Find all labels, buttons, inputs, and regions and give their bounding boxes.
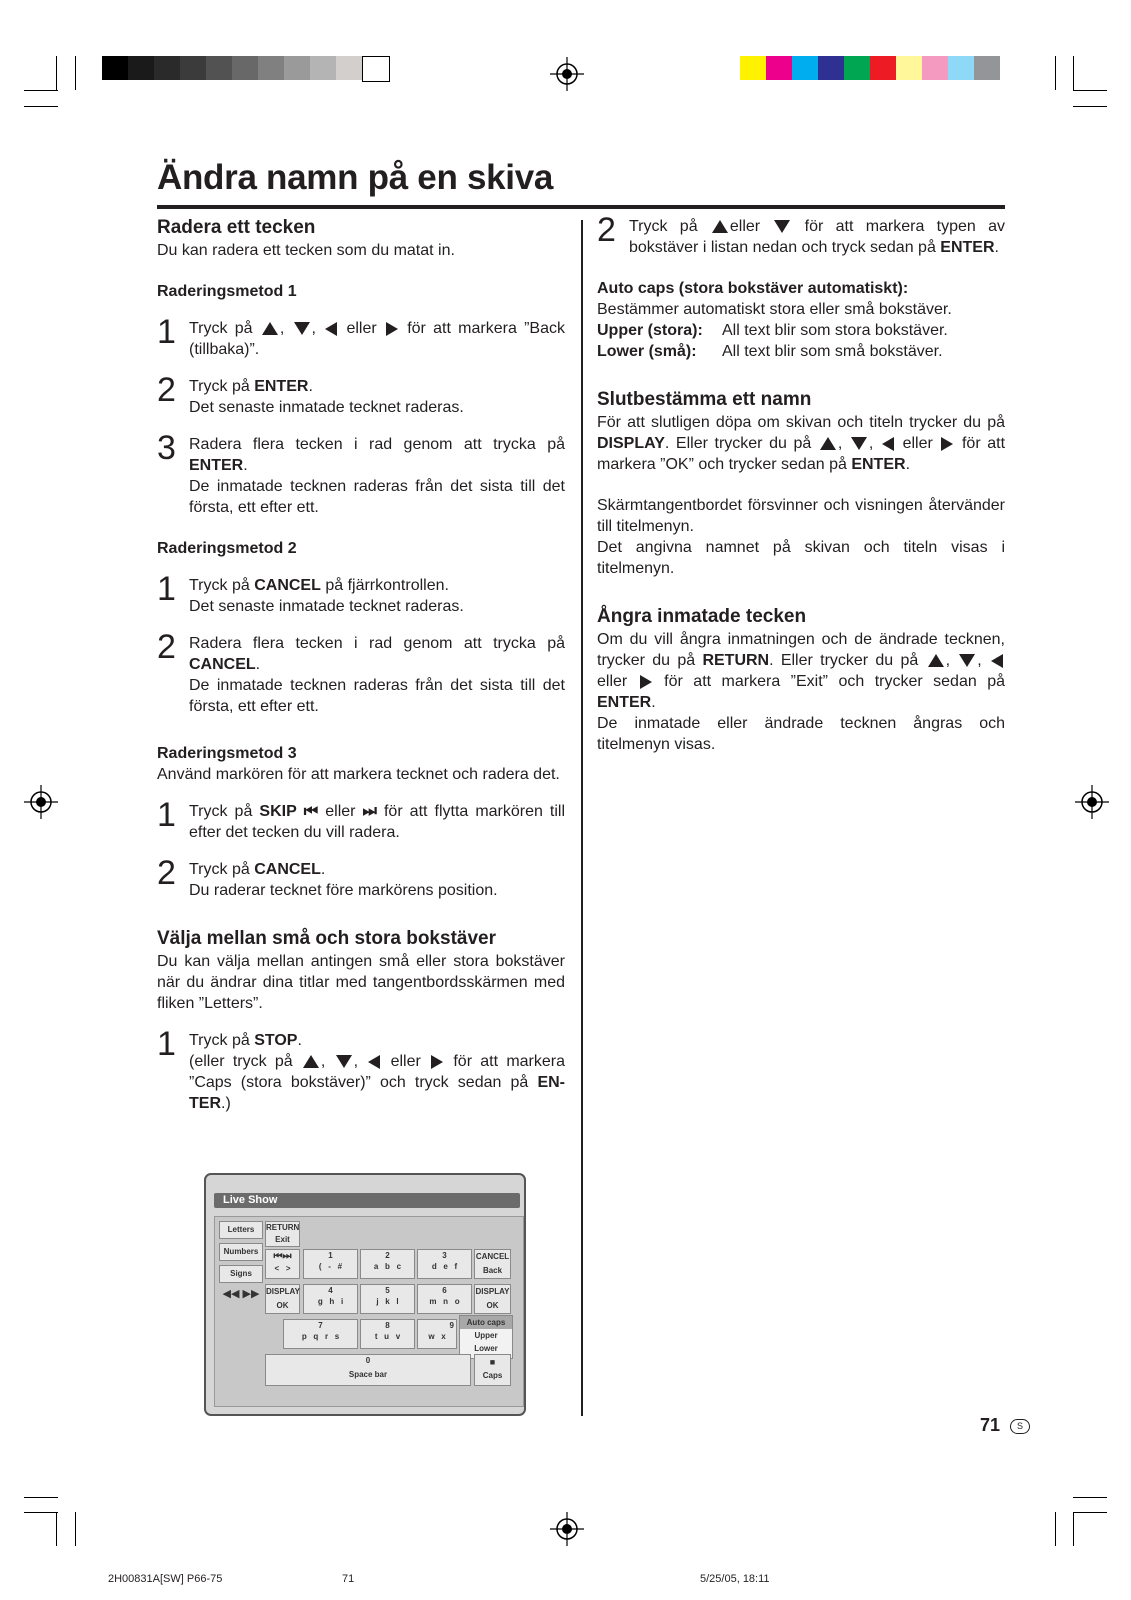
down-arrow-icon bbox=[774, 220, 790, 233]
tab-numbers[interactable]: Numbers bbox=[219, 1243, 263, 1261]
crop-mark bbox=[1073, 1497, 1107, 1498]
calibration-swatch bbox=[896, 56, 922, 80]
section-heading: Radera ett tecken bbox=[157, 217, 316, 238]
tab-letters[interactable]: Letters bbox=[219, 1221, 263, 1239]
key-group-6[interactable]: 6 m n o bbox=[417, 1284, 472, 1314]
crop-mark bbox=[1073, 90, 1107, 91]
step-number: 1 bbox=[157, 796, 176, 834]
key-group-1[interactable]: 1 ( - # bbox=[303, 1249, 358, 1279]
calibration-swatch bbox=[258, 56, 284, 80]
crop-mark bbox=[75, 56, 76, 90]
method-heading: Raderingsmetod 1 bbox=[157, 283, 297, 300]
step: 1 Tryck på SKIP ⏮ eller ⏭ för att flytta markören till efter det tecken du vill radera. bbox=[157, 796, 566, 841]
step-number: 2 bbox=[157, 371, 176, 409]
step: 2 Tryck på CANCEL. Du raderar tecknet före markörens position. bbox=[157, 854, 498, 899]
calibration-swatch bbox=[102, 56, 128, 80]
key-group-3[interactable]: 3 d e f bbox=[417, 1249, 472, 1279]
section-heading: Ångra inmatade tecken bbox=[597, 606, 807, 627]
crop-mark bbox=[1073, 1512, 1107, 1513]
footer-date: 5/25/05, 18:11 bbox=[700, 1573, 770, 1585]
step-number: 1 bbox=[157, 570, 176, 608]
method-heading: Raderingsmetod 2 bbox=[157, 540, 297, 557]
step: 1 Tryck på STOP. (eller tryck på , , eller för att markera ”Caps (stora bokstäver)” och tryck sedan på EN-TER.) bbox=[157, 1025, 566, 1112]
crop-mark bbox=[1073, 1512, 1074, 1546]
keyboard-panel bbox=[214, 1216, 524, 1407]
step-number: 2 bbox=[157, 854, 176, 892]
left-arrow-icon bbox=[991, 654, 1003, 668]
column-divider bbox=[581, 220, 583, 1416]
ok-key[interactable]: DISPLAY OK bbox=[265, 1284, 300, 1314]
crop-mark bbox=[1073, 106, 1107, 107]
key-group-8[interactable]: 8 t u v bbox=[360, 1319, 415, 1349]
left-arrow-icon bbox=[882, 437, 894, 451]
step: 1 Tryck på CANCEL på fjärrkontrollen. Det senaste inmatade tecknet raderas. bbox=[157, 570, 464, 615]
page-nav-icon[interactable]: ◀◀ ▶▶ bbox=[222, 1288, 260, 1300]
registration-mark-icon bbox=[1075, 785, 1109, 819]
crop-mark bbox=[24, 90, 58, 91]
page-number: 71 bbox=[980, 1415, 1001, 1435]
step: 2 Radera flera tecken i rad genom att trycka på CANCEL. De inmatade tecknen raderas från det sista till det första, ett efter ett. bbox=[157, 628, 565, 715]
page-title: Ändra namn på en skiva bbox=[157, 158, 554, 197]
space-bar-key[interactable]: 0 Space bar bbox=[265, 1354, 471, 1386]
right-arrow-icon bbox=[386, 322, 398, 336]
skip-forward-icon: ⏭ bbox=[362, 803, 377, 820]
key-group-4[interactable]: 4 g h i bbox=[303, 1284, 358, 1314]
method-heading: Raderingsmetod 3 bbox=[157, 745, 297, 762]
key-group-9[interactable]: 9 w x bbox=[417, 1319, 457, 1349]
back-key[interactable]: CANCEL Back bbox=[474, 1249, 511, 1279]
up-arrow-icon bbox=[262, 322, 278, 335]
step: 2 Tryck på ENTER. Det senaste inmatade tecknet raderas. bbox=[157, 371, 464, 416]
crop-mark bbox=[1073, 56, 1074, 90]
calibration-swatch bbox=[948, 56, 974, 80]
step-number: 1 bbox=[157, 313, 176, 351]
stop-icon: ■ bbox=[489, 1357, 496, 1367]
key-group-5[interactable]: 5 j k l bbox=[360, 1284, 415, 1314]
step-number: 2 bbox=[157, 628, 176, 666]
skip-back-icon: ⏮ bbox=[303, 803, 319, 820]
registration-mark-icon bbox=[550, 1512, 584, 1546]
section-intro: Du kan radera ett tecken som du matat in. bbox=[157, 242, 455, 259]
down-arrow-icon bbox=[336, 1055, 352, 1068]
keyboard-screen bbox=[204, 1173, 526, 1416]
calibration-swatch bbox=[844, 56, 870, 80]
section-body: För att slutligen döpa om skivan och titeln trycker du på DISPLAY. Eller trycker du på , , eller för att markera ”OK” och trycker sedan på ENTER. bbox=[597, 414, 1006, 473]
key-group-2[interactable]: 2 a b c bbox=[360, 1249, 415, 1279]
auto-caps-option[interactable]: Auto caps bbox=[460, 1316, 512, 1329]
up-arrow-icon bbox=[712, 220, 728, 233]
registration-mark-icon bbox=[550, 57, 584, 91]
down-arrow-icon bbox=[959, 654, 975, 667]
crop-mark bbox=[24, 1497, 58, 1498]
step: 3 Radera flera tecken i rad genom att trycka på ENTER. De inmatade tecknen raderas från det sista till det första, ett efter ett. bbox=[157, 429, 565, 516]
caps-key[interactable]: ■ Caps bbox=[474, 1354, 511, 1386]
calibration-swatch bbox=[922, 56, 948, 80]
crop-mark bbox=[56, 56, 57, 90]
crop-mark bbox=[24, 1512, 58, 1513]
ok-key-right[interactable]: DISPLAY OK bbox=[474, 1284, 511, 1314]
registration-mark-icon bbox=[24, 785, 58, 819]
up-arrow-icon bbox=[928, 654, 944, 667]
key-group-7[interactable]: 7 p q r s bbox=[283, 1319, 358, 1349]
calibration-swatch bbox=[362, 56, 390, 82]
caps-menu[interactable] bbox=[459, 1315, 513, 1359]
upper-option[interactable]: Upper bbox=[474, 1331, 498, 1340]
step-number: 3 bbox=[157, 429, 176, 467]
lower-option[interactable]: Lower bbox=[474, 1344, 498, 1353]
calibration-swatch bbox=[284, 56, 310, 80]
section-heading: Slutbestämma ett namn bbox=[597, 389, 812, 410]
calibration-swatch bbox=[870, 56, 896, 80]
cursor-keys[interactable]: ⏮⏭ < > bbox=[265, 1249, 300, 1279]
crop-mark bbox=[75, 1512, 76, 1546]
tab-signs[interactable]: Signs bbox=[219, 1265, 263, 1283]
left-arrow-icon bbox=[325, 322, 337, 336]
skip-icon: ⏮⏭ bbox=[273, 1251, 292, 1262]
up-arrow-icon bbox=[820, 437, 836, 450]
section-heading: Välja mellan små och stora bokstäver bbox=[157, 928, 496, 949]
calibration-swatch bbox=[336, 56, 362, 80]
left-column bbox=[157, 216, 565, 1114]
step: 2 Tryck på eller för att markera typen av bokstäver i listan nedan och tryck sedan på ENTER. bbox=[597, 211, 1005, 256]
section-intro: Du kan välja mellan antingen små eller stora bokstäver när du ändrar dina titlar med tangentbordsskärmen med fliken ”Letters”. bbox=[157, 953, 565, 1012]
right-column: 2 Tryck på eller för att markera typen av bokstäver i listan nedan och tryck sedan på ENTER. Auto caps (stora bokstäver automatiskt): Bestämmer automatiskt stora eller små bokstäver. Upper (stora): All text blir som stora bokstäver. Lower (små): All text blir som små bokstäver. Slutbestämma ett namn För att slutligen döpa om skivan och titeln trycker du på DISPLAY. Eller trycker du på , , eller för att markera ”OK” och trycker sedan på ENTER. Skärmtangentbordet försvinner och visningen återvänder till titelmenyn. Det angivna namnet på skivan och titeln visas i titelmenyn. Ångra inmatade tecken Om du vill ångra inmatningen och de ändrade tecknen, trycker du på RETURN. Eller trycker du på , , eller för att markera ”Exit” och trycker sedan på ENTER. De inmatade eller ändrade tecknen ångras och titelmenyn visas. bbox=[597, 211, 1006, 753]
exit-key[interactable]: RETURN Exit bbox=[265, 1221, 300, 1247]
step: 1 Tryck på , , eller för att markera ”Back (tillbaka)”. bbox=[157, 313, 565, 358]
step-number: 2 bbox=[597, 211, 616, 249]
down-arrow-icon bbox=[294, 322, 310, 335]
footer-doc-id: 2H00831A[SW] P66-75 bbox=[108, 1573, 223, 1585]
language-badge: S bbox=[1010, 1419, 1030, 1434]
calibration-swatch bbox=[818, 56, 844, 80]
footer-page: 71 bbox=[342, 1573, 355, 1585]
calibration-swatch bbox=[792, 56, 818, 80]
right-arrow-icon bbox=[431, 1055, 443, 1069]
calibration-swatch bbox=[232, 56, 258, 80]
right-arrow-icon bbox=[640, 675, 652, 689]
keyboard-title-bar: Live Show bbox=[214, 1193, 520, 1208]
section-body: Om du vill ångra inmatningen och de ändrade tecknen, trycker du på RETURN. Eller trycker du på , , eller för att markera ”Exit” och trycker sedan på ENTER. bbox=[597, 631, 1006, 711]
up-arrow-icon bbox=[303, 1055, 319, 1068]
calibration-swatch bbox=[128, 56, 154, 80]
calibration-swatch bbox=[310, 56, 336, 80]
crop-mark bbox=[24, 106, 58, 107]
step-number: 1 bbox=[157, 1025, 176, 1063]
calibration-swatch bbox=[766, 56, 792, 80]
down-arrow-icon bbox=[851, 437, 867, 450]
left-arrow-icon bbox=[368, 1055, 380, 1069]
calibration-swatch bbox=[206, 56, 232, 80]
crop-mark bbox=[1055, 56, 1056, 90]
lower-label: Lower (små): bbox=[597, 343, 697, 360]
calibration-swatch bbox=[740, 56, 766, 80]
calibration-swatch bbox=[154, 56, 180, 80]
calibration-swatch bbox=[974, 56, 1000, 80]
crop-mark bbox=[56, 1512, 57, 1546]
method-intro: Använd markören för att markera tecknet och radera det. bbox=[157, 766, 560, 783]
calibration-swatch bbox=[180, 56, 206, 80]
upper-label: Upper (stora): bbox=[597, 322, 703, 339]
right-arrow-icon bbox=[941, 437, 953, 451]
auto-caps-heading: Auto caps (stora bokstäver automatiskt): bbox=[597, 280, 909, 297]
title-rule bbox=[157, 205, 1005, 209]
crop-mark bbox=[1055, 1512, 1056, 1546]
